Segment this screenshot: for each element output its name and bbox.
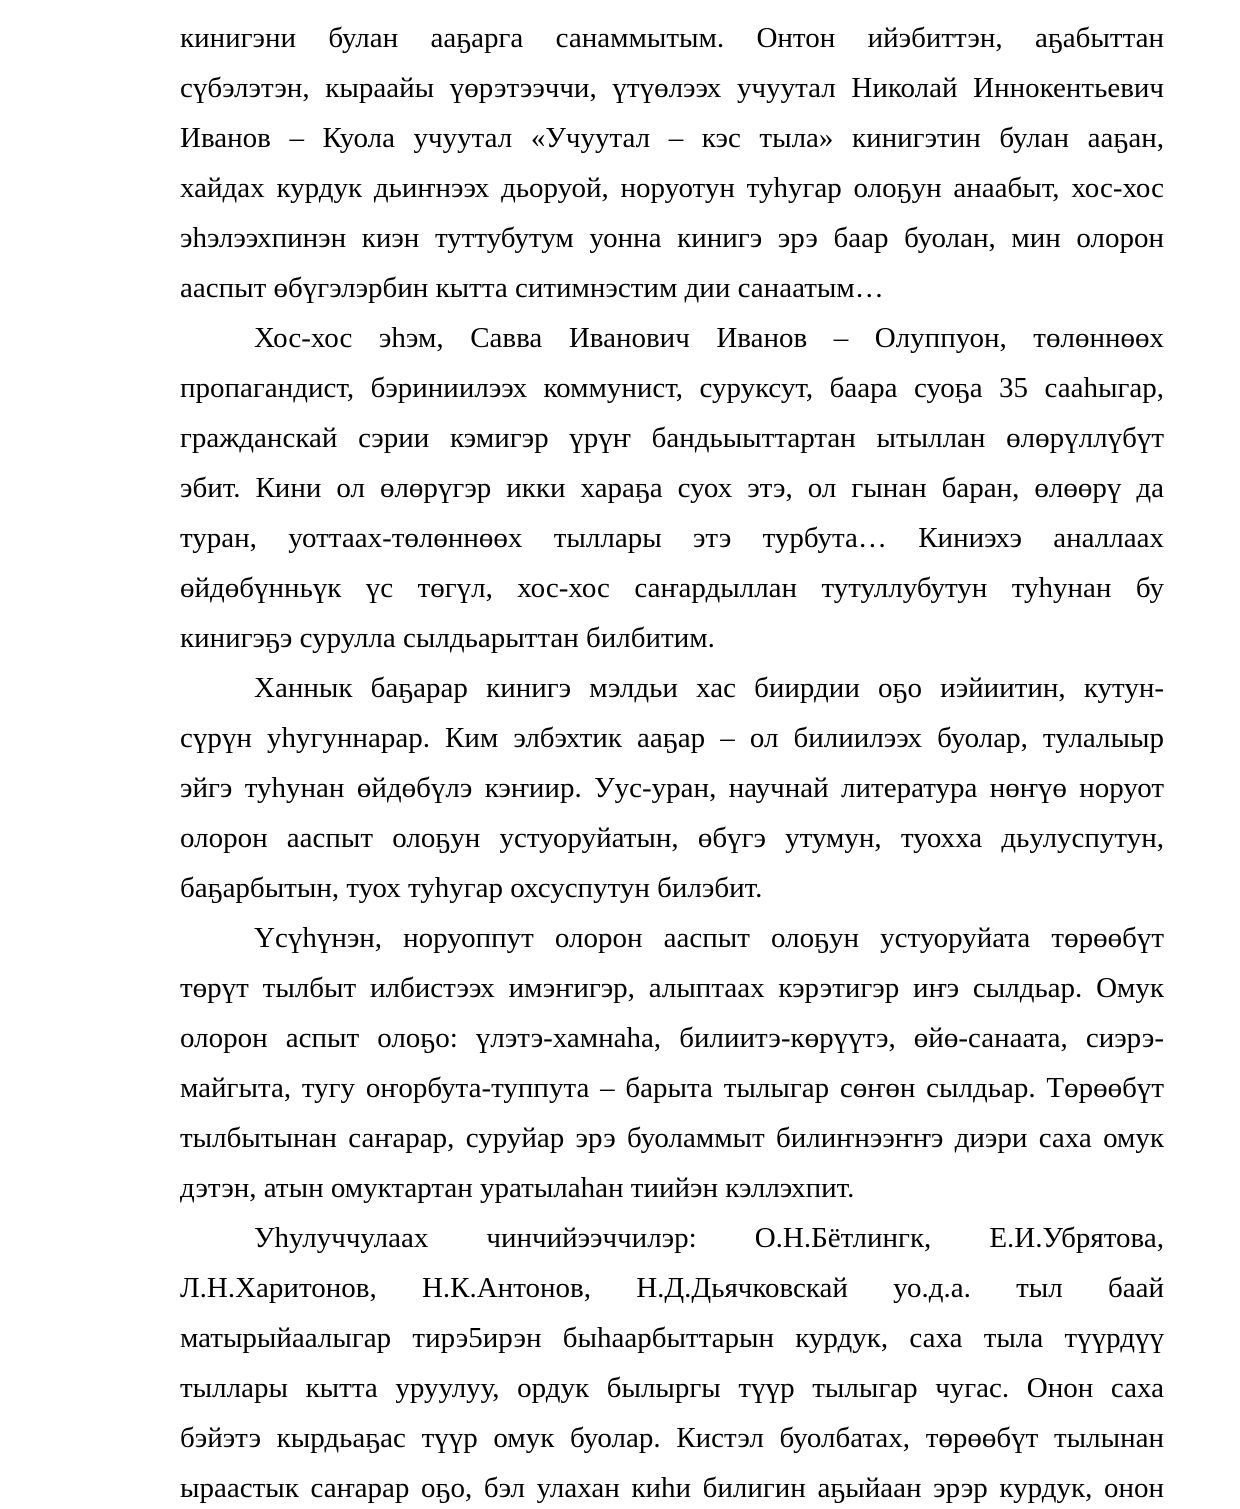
text-line: Иванов – Куола учуутал «Учуутал – кэс тыла» кинигэтин булан ааҕан, [180,122,1164,154]
text-line: майгыта, тугу оҥорбута-туппута – барыта тылыгар сөҥөн сылдьар. Төрөөбүт [180,1072,1164,1104]
text-line: Үсүһүнэн, норуоппут олорон ааспыт олоҕун устуоруйата төрөөбүт [254,922,1164,954]
text-line: сүрүн уһугуннарар. Ким элбэхтик ааҕар – ол билиилээх буолар, тулалыыр [180,722,1164,754]
text-line: ааспыт өбүгэлэрбин кытта ситимнэстим дии санаатым… [180,272,884,304]
text-line: эйгэ туһунан өйдөбүлэ кэҥиир. Уус-уран, научнай литература нөҥүө норуот [180,772,1164,804]
text-line: эһэлээхпинэн киэн туттубутум уонна кинигэ эрэ баар буолан, мин олорон [180,222,1164,254]
text-line: кинигэни булан ааҕарга санаммытым. Онтон ийэбиттэн, аҕабыттан [180,22,1164,54]
text-line: өйдөбүнньүк үс төгүл, хос-хос саҥардыллан тутуллубутун туһунан бу [180,572,1164,604]
text-line: сүбэлэтэн, кыраайы үөрэтээччи, үтүөлээх учуутал Николай Иннокентьевич [180,72,1164,104]
text-line: дэтэн, атын омуктартан уратылаһан тиийэн кэллэхпит. [180,1172,855,1204]
text-line: бэйэтэ кырдьаҕас түүр омук буолар. Кистэл буолбатах, төрөөбүт тылынан [180,1422,1164,1454]
text-line: хайдах курдук дьиҥнээх дьоруой, норуотун туһугар олоҕун анаабыт, хос-хос [180,172,1164,204]
document-text-body [180,13,1164,1509]
text-line: олорон аспыт олоҕо: үлэтэ-хамнаһа, билиитэ-көрүүтэ, өйө-санаата, сиэрэ- [180,1022,1164,1054]
text-line: туран, уоттаах-төлөннөөх тыллары этэ турбута… Киниэхэ аналлаах [180,522,1164,554]
text-line: олорон ааспыт олоҕун устуоруйатын, өбүгэ утумун, туохха дьулуспутун, [180,822,1164,854]
text-line: матырыйаалыгар тирэ5ирэн быһаарбыттарын курдук, саха тыла түүрдүү [180,1322,1164,1354]
text-line: пропагандист, бэриниилээх коммунист, суруксут, баара суоҕа 35 сааһыгар, [180,372,1164,404]
text-line: Хос-хос эһэм, Савва Иванович Иванов – Олуппуон, төлөннөөх [254,322,1164,354]
text-line: гражданскай сэрии кэмигэр үрүҥ бандьыыттартан ытыллан өлөрүллүбүт [180,422,1164,454]
text-line: кинигэҕэ сурулла сылдьарыттан билбитим. [180,622,715,654]
text-line: тылбытынан саҥарар, суруйар эрэ буоламмыт билиҥнээҥҥэ диэри саха омук [180,1122,1164,1154]
text-line: Уһулуччулаах чинчийээччилэр: О.Н.Бётлингк, Е.И.Убрятова, [254,1222,1164,1254]
text-line: эбит. Кини ол өлөрүгэр икки хараҕа суох этэ, ол гынан баран, өлөөрү да [180,472,1164,504]
text-line: Л.Н.Харитонов, Н.К.Антонов, Н.Д.Дьячковскай уо.д.а. тыл баай [180,1272,1164,1304]
text-line: тыллары кытта уруулуу, ордук былыргы түүр тылыгар чугас. Онон саха [180,1372,1164,1404]
text-line: ыраастык саҥарар оҕо, бэл улахан киһи билигин аҕыйаан эрэр курдук, онон [180,1472,1164,1504]
text-line: Ханнык баҕарар кинигэ мэлдьи хас биирдии оҕо иэйиитин, кутун- [254,672,1164,704]
text-line: баҕарбытын, туох туһугар охсуспутун билэбит. [180,872,763,904]
text-line: төрүт тылбыт илбистээх имэҥигэр, алыптаах кэрэтигэр иҥэ сылдьар. Омук [180,972,1164,1004]
